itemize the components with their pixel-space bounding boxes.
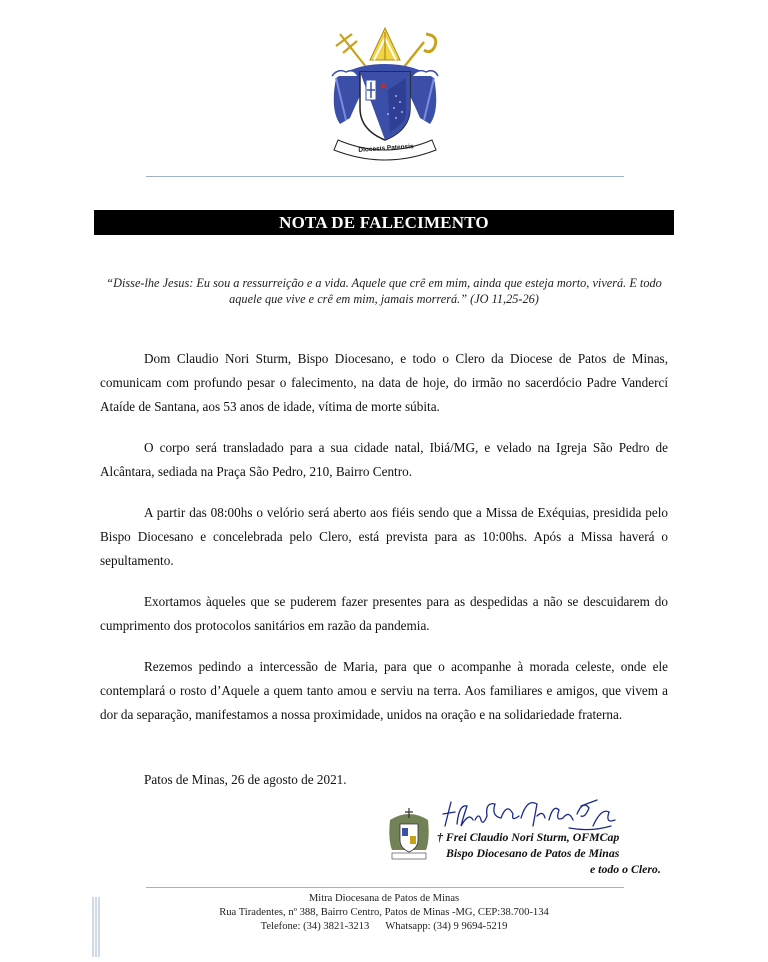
crest-motto: Diocesis Patensis bbox=[358, 143, 414, 154]
paragraph-prayer: Rezemos pedindo a intercessão de Maria, para que o acompanhe à morada celeste, onde ele contemplará o rosto d’Aquele a quem tanto amou e serviu na terra. Aos familiares e amigos, que vivem a dor da separação, manifestamos a nossa proximidade, unidos na oração e na solidariedade fraterna. bbox=[100, 659, 668, 722]
footer-divider bbox=[146, 887, 624, 888]
footer-phone: Telefone: (34) 3821-3213 bbox=[260, 921, 370, 932]
signature-clergy: e todo o Clero. bbox=[590, 862, 661, 876]
paragraph-announcement: Dom Claudio Nori Sturm, Bispo Diocesano, e todo o Clero da Diocese de Patos de Minas, comunicam com profundo pesar o falecimento, na data de hoje, do irmão no sacerdócio Padre Vandercí Ataíde de Santana, aos 53 anos de idade, vítima de morte súbita. bbox=[100, 351, 668, 414]
notice-title: NOTA DE FALECIMENTO bbox=[94, 210, 674, 235]
footer-address: Rua Tiradentes, nº 388, Bairro Centro, Patos de Minas -MG, CEP:38.700-134 bbox=[219, 907, 549, 918]
bible-quote: “Disse-lhe Jesus: Eu sou a ressurreição e a vida. Aquele que crê em mim, ainda que esteja morto, viverá. E todo aquele que vive e crê em mim, jamais morrerá.” (JO 11,25-26) bbox=[106, 276, 662, 306]
date-line: Patos de Minas, 26 de agosto de 2021. bbox=[144, 772, 347, 787]
paragraph-wake: O corpo será transladado para a sua cidade natal, Ibiá/MG, e velado na Igreja São Pedro de Alcântara, sediada na Praça São Pedro, 210, Bairro Centro. bbox=[100, 440, 668, 479]
diocese-crest-logo bbox=[326, 20, 444, 164]
bishop-coat-of-arms-icon bbox=[386, 806, 432, 862]
footer-whatsapp: Whatsapp: (34) 9 9694-5219 bbox=[385, 921, 508, 932]
signature-title: Bispo Diocesano de Patos de Minas bbox=[446, 846, 620, 860]
footer-decoration bbox=[92, 897, 100, 957]
footer-contacts bbox=[100, 920, 668, 934]
header-divider bbox=[146, 176, 624, 177]
paragraph-protocols: Exortamos àqueles que se puderem fazer presentes para as despedidas a não se descuidarem do cumprimento dos protocolos sanitários em razão da pandemia. bbox=[100, 594, 668, 633]
signature-name: † Frei Claudio Nori Sturm, OFMCap bbox=[437, 830, 620, 844]
paragraph-mass: A partir das 08:00hs o velório será aberto aos fiéis sendo que a Missa de Exéquias, presidida pelo Bispo Diocesano e concelebrada pelo Clero, está prevista para as 10:00hs. Após a Missa haverá o sepultamento. bbox=[100, 505, 668, 568]
footer-institution: Mitra Diocesana de Patos de Minas bbox=[308, 893, 460, 904]
